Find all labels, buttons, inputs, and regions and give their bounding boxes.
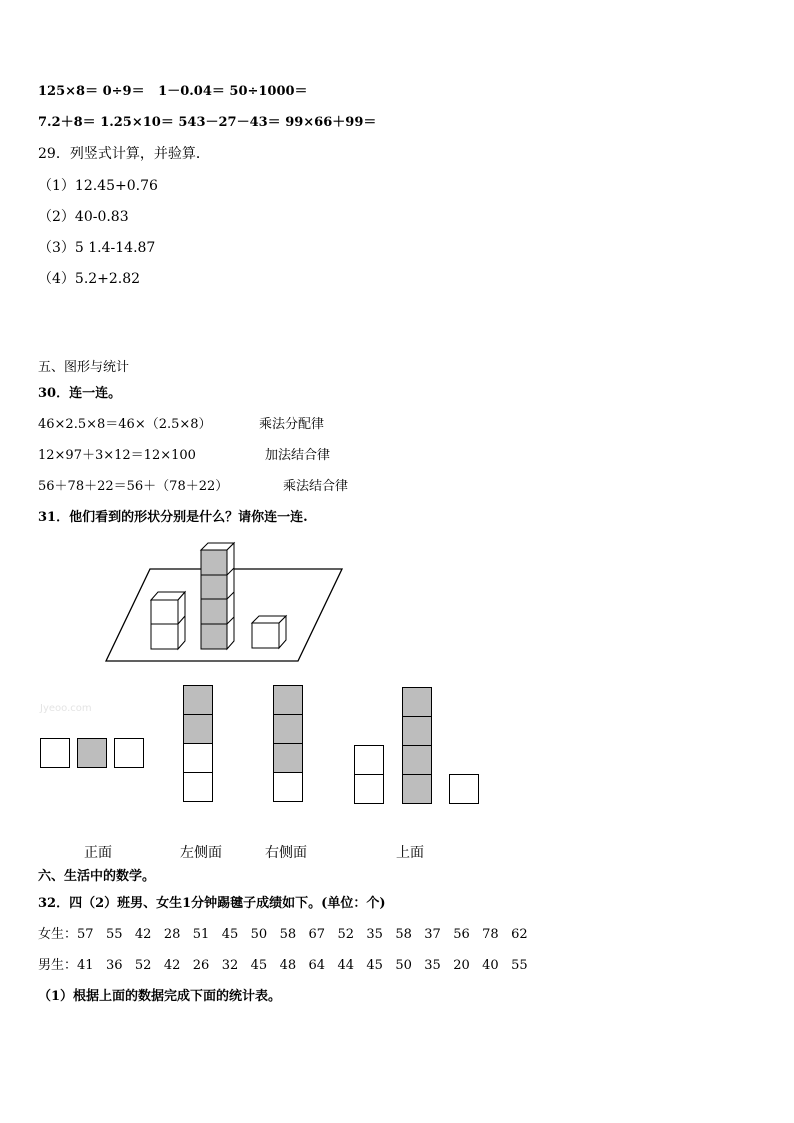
view3-square-2: [273, 714, 303, 744]
view2-square-3: [183, 743, 213, 773]
view3-square-3: [273, 743, 303, 773]
view2-square-4: [183, 772, 213, 802]
q29-item-1: （1）12.45+0.76: [38, 178, 158, 194]
q30-left-1: 46×2.5×8＝46×（2.5×8）: [38, 417, 212, 432]
view4-right-square: [449, 774, 479, 804]
view-label-top[interactable]: 上面: [396, 845, 424, 861]
view4-left-square-1: [354, 745, 384, 775]
q29-item-3: （3）5 1.4-14.87: [38, 240, 156, 256]
q31-title: 31．他们看到的形状分别是什么？请你连一连.: [38, 510, 308, 525]
q30-right-2: 加法结合律: [265, 448, 331, 463]
view-label-front[interactable]: 正面: [84, 845, 112, 861]
q32-girls-scores: 女生：57 55 42 28 51 45 50 58 67 52 35 58 37 56 78 62: [38, 927, 528, 942]
view4-mid-square-1: [402, 687, 432, 717]
view-label-right[interactable]: 右侧面: [265, 845, 307, 861]
q32-sub1: （1）根据上面的数据完成下面的统计表。: [38, 989, 282, 1004]
q30-left-3: 56＋78＋22＝56＋（78＋22）: [38, 479, 229, 494]
section5-heading: 五、图形与统计: [38, 360, 130, 375]
section6-heading: 六、生活中的数学。: [38, 869, 156, 884]
oral-line-2: 7.2＋8＝ 1.25×10＝ 543－27－43＝ 99×66＋99＝: [38, 115, 377, 130]
left-cube-stack: [151, 592, 185, 649]
single-cube: [252, 616, 286, 648]
view1-square-3: [114, 738, 144, 768]
q32-title: 32．四（2）班男、女生1分钟踢毽子成绩如下。(单位：个): [38, 896, 386, 911]
view4-left-square-2: [354, 774, 384, 804]
view3-square-4: [273, 772, 303, 802]
view4-mid-square-2: [402, 716, 432, 746]
view4-mid-square-3: [402, 745, 432, 775]
view1-square-2: [77, 738, 107, 768]
q29-title: 29．列竖式计算，并验算．: [38, 146, 210, 162]
tall-cube-stack: [201, 543, 234, 649]
view1-square-1: [40, 738, 70, 768]
cube-arrangement-figure: [100, 535, 350, 665]
q29-item-4: （4）5.2+2.82: [38, 271, 141, 287]
q30-right-1: 乘法分配律: [259, 417, 325, 432]
q29-item-2: （2）40-0.83: [38, 209, 129, 225]
oral-line-1: 125×8＝ 0÷9＝ 1－0.04＝ 50÷1000＝: [38, 84, 308, 99]
q30-title: 30．连一连。: [38, 386, 122, 401]
view4-mid-square-4: [402, 774, 432, 804]
view2-square-1: [183, 685, 213, 715]
view-label-left[interactable]: 左侧面: [180, 845, 222, 861]
view3-square-1: [273, 685, 303, 715]
q30-right-3: 乘法结合律: [283, 479, 349, 494]
q32-boys-scores: 男生：41 36 52 42 26 32 45 48 64 44 45 50 35 20 40 55: [38, 958, 528, 973]
watermark: Jyeoo.com: [40, 703, 92, 714]
q30-left-2: 12×97＋3×12＝12×100: [38, 448, 196, 463]
view2-square-2: [183, 714, 213, 744]
